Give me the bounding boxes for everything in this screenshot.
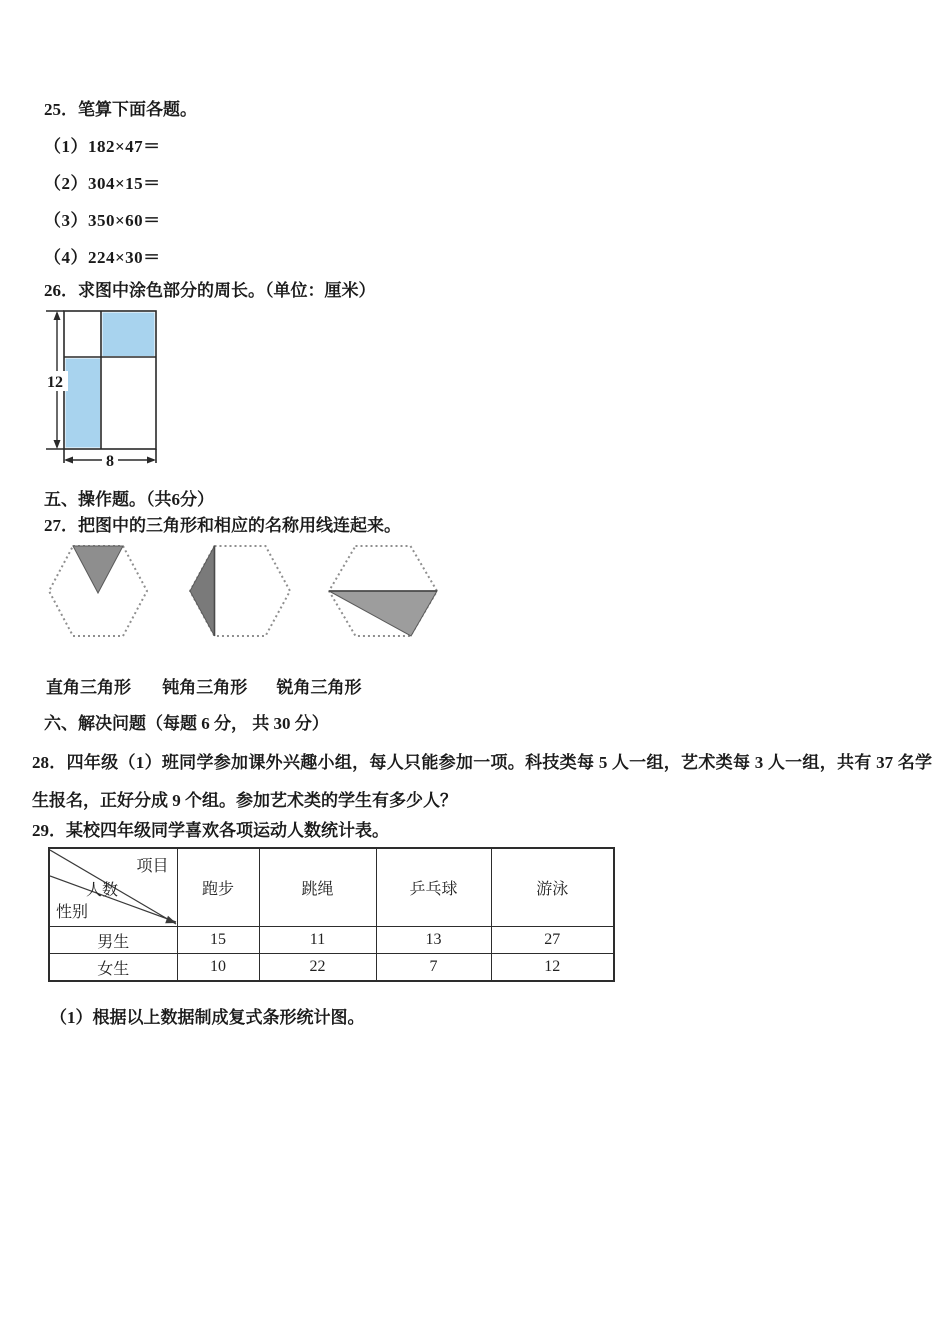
shaded-rect-bottom-left bbox=[66, 359, 101, 448]
width-dimension-label: 8 bbox=[106, 453, 114, 470]
q25-item-4: （4）224×30＝ bbox=[44, 248, 161, 267]
corner-label-gender: 性别 bbox=[56, 904, 89, 921]
obtuse-triangle-shaded bbox=[190, 546, 215, 636]
shaded-square-top-right bbox=[103, 313, 155, 357]
q25-title: 25．笔算下面各题。 bbox=[44, 100, 197, 119]
boys-table-tennis: 13 bbox=[376, 927, 491, 954]
width-dimension-arrow bbox=[64, 451, 156, 470]
q25-item-1: （1）182×47＝ bbox=[44, 137, 161, 156]
boys-rope-skipping: 11 bbox=[259, 927, 376, 954]
column-header-table-tennis: 乒乓球 bbox=[376, 848, 491, 927]
row-label-boys: 男生 bbox=[49, 927, 177, 954]
q25-item-3: （3）350×60＝ bbox=[44, 211, 161, 230]
boys-running: 15 bbox=[177, 927, 259, 954]
table-row-girls bbox=[49, 954, 614, 982]
corner-label-project: 项目 bbox=[136, 858, 169, 875]
boys-swimming: 27 bbox=[491, 927, 614, 954]
q29-subquestion-1: （1）根据以上数据制成复式条形统计图。 bbox=[50, 1008, 365, 1027]
table-corner-cell bbox=[49, 848, 177, 927]
hexagon-right-triangle bbox=[328, 545, 438, 638]
hexagon-obtuse-triangle bbox=[189, 545, 291, 638]
q27-hexagon-figures bbox=[44, 545, 925, 638]
q26-title: 26．求图中涂色部分的周长。（单位：厘米） bbox=[44, 281, 376, 300]
q29-title: 29．某校四年级同学喜欢各项运动人数统计表。 bbox=[32, 821, 389, 840]
table-header-row bbox=[49, 848, 614, 927]
row-label-girls: 女生 bbox=[49, 954, 177, 982]
q29-statistics-table bbox=[48, 847, 615, 982]
q25-item-2: （2）304×15＝ bbox=[44, 174, 161, 193]
height-dimension-label: 12 bbox=[47, 374, 63, 391]
column-header-swimming: 游泳 bbox=[491, 848, 614, 927]
hexagon-acute-triangle bbox=[48, 545, 148, 638]
column-header-running: 跑步 bbox=[177, 848, 259, 927]
corner-label-count: 人数 bbox=[86, 882, 119, 899]
acute-triangle-shaded bbox=[73, 546, 123, 593]
label-acute-triangle: 锐角三角形 bbox=[276, 678, 362, 697]
table-row-boys bbox=[49, 927, 614, 954]
q28-text: 28．四年级（1）班同学参加课外兴趣小组，每人只能参加一项。科技类每 5 人一组，艺术类每 3 人一组，共有 37 名学生报名，正好分成 9 个组。参加艺术类的学生有多少人？ bbox=[32, 753, 932, 810]
girls-table-tennis: 7 bbox=[376, 954, 491, 982]
girls-swimming: 12 bbox=[491, 954, 614, 982]
label-obtuse-triangle: 钝角三角形 bbox=[162, 678, 248, 697]
q27-title: 27．把图中的三角形和相应的名称用线连起来。 bbox=[44, 516, 401, 535]
column-header-rope-skipping: 跳绳 bbox=[259, 848, 376, 927]
girls-running: 10 bbox=[177, 954, 259, 982]
girls-rope-skipping: 22 bbox=[259, 954, 376, 982]
triangle-name-labels bbox=[44, 678, 925, 698]
right-triangle-shaded bbox=[329, 591, 437, 636]
section6-title: 六、解决问题（每题 6 分， 共 30 分） bbox=[44, 714, 329, 733]
section5-title: 五、操作题。（共6分） bbox=[44, 490, 214, 509]
q26-perimeter-figure bbox=[44, 303, 179, 470]
label-right-triangle: 直角三角形 bbox=[46, 678, 131, 697]
